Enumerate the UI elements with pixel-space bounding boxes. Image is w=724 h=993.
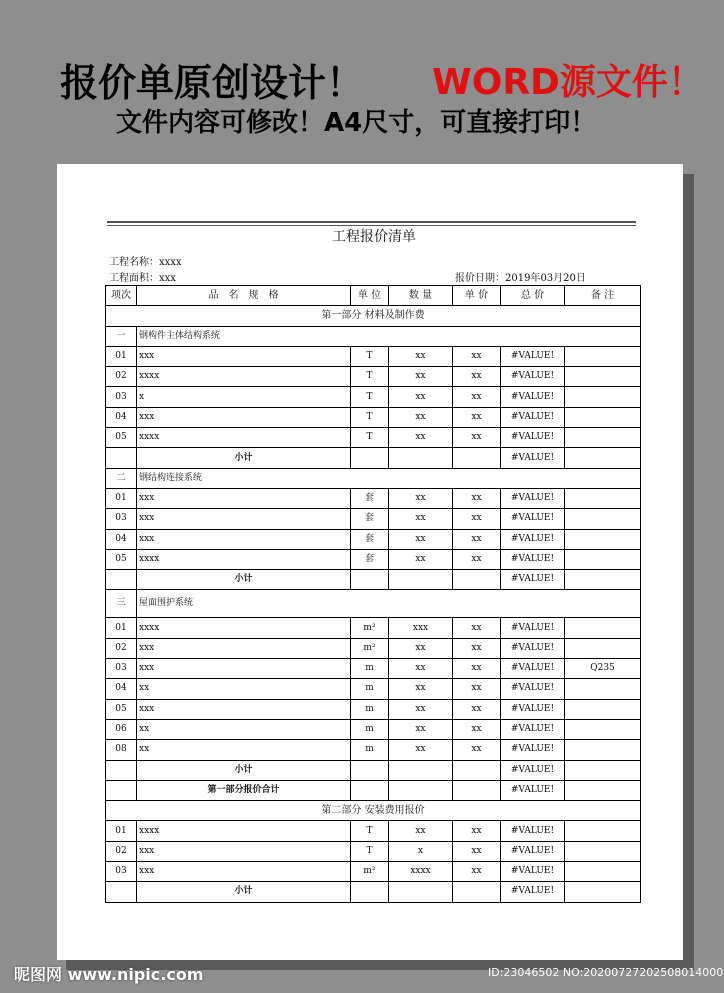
item-unit: m² bbox=[351, 618, 389, 638]
subtotal-row-label: 小计 bbox=[137, 882, 351, 902]
item-total-price: #VALUE! bbox=[501, 821, 565, 841]
part1-title: 第一部分 材料及制作费 bbox=[106, 306, 641, 326]
subtotal-row-value: #VALUE! bbox=[501, 570, 565, 590]
item-unit: 套 bbox=[351, 549, 389, 569]
group-number: 二 bbox=[106, 468, 137, 488]
part1-total-row-value: #VALUE! bbox=[501, 780, 565, 800]
item-no: 08 bbox=[106, 740, 137, 760]
empty-cell bbox=[106, 780, 137, 800]
item-no: 03 bbox=[106, 659, 137, 679]
subtotal-row bbox=[106, 882, 641, 902]
table-row bbox=[106, 821, 641, 841]
item-name: xxx bbox=[137, 407, 351, 427]
item-unit-price: xx bbox=[453, 862, 501, 882]
watermark-site: 昵图网 www.nipic.com bbox=[14, 965, 204, 984]
item-no: 05 bbox=[106, 428, 137, 448]
empty-cell bbox=[453, 448, 501, 468]
table-row bbox=[106, 387, 641, 407]
empty-cell bbox=[565, 448, 641, 468]
item-total-price: #VALUE! bbox=[501, 659, 565, 679]
promo-title: 报价单原创设计！ bbox=[60, 61, 365, 105]
item-unit-price: xx bbox=[453, 529, 501, 549]
item-unit-price: xx bbox=[453, 407, 501, 427]
item-no: 06 bbox=[106, 719, 137, 739]
subtotal-row-label: 小计 bbox=[137, 448, 351, 468]
item-name: xxx bbox=[137, 529, 351, 549]
empty-cell bbox=[389, 570, 453, 590]
item-name: xxx bbox=[137, 509, 351, 529]
part1-total-row-label: 第一部分报价合计 bbox=[137, 780, 351, 800]
item-unit-price: xx bbox=[453, 509, 501, 529]
part2-title: 第二部分 安装费用报价 bbox=[106, 801, 641, 821]
item-unit-price: xx bbox=[453, 618, 501, 638]
empty-cell bbox=[351, 882, 389, 902]
item-no: 04 bbox=[106, 407, 137, 427]
item-unit: m² bbox=[351, 862, 389, 882]
item-no: 01 bbox=[106, 821, 137, 841]
item-remark bbox=[565, 428, 641, 448]
group-header-row bbox=[106, 590, 641, 618]
empty-cell bbox=[565, 760, 641, 780]
item-remark bbox=[565, 367, 641, 387]
item-total-price: #VALUE! bbox=[501, 529, 565, 549]
item-quantity: x bbox=[389, 841, 453, 861]
table-row bbox=[106, 618, 641, 638]
promo-banner-line1 bbox=[60, 52, 720, 105]
item-unit-price: xx bbox=[453, 821, 501, 841]
item-unit: T bbox=[351, 367, 389, 387]
item-quantity: xx bbox=[389, 659, 453, 679]
item-name: xx bbox=[137, 679, 351, 699]
item-unit-price: xx bbox=[453, 346, 501, 366]
item-quantity: xx bbox=[389, 367, 453, 387]
item-unit: m bbox=[351, 719, 389, 739]
item-name: xxxx bbox=[137, 367, 351, 387]
table-row bbox=[106, 659, 641, 679]
table-row bbox=[106, 367, 641, 387]
item-remark bbox=[565, 488, 641, 508]
item-remark bbox=[565, 407, 641, 427]
item-unit: T bbox=[351, 428, 389, 448]
empty-cell bbox=[565, 570, 641, 590]
item-total-price: #VALUE! bbox=[501, 719, 565, 739]
empty-cell bbox=[453, 570, 501, 590]
item-unit: T bbox=[351, 841, 389, 861]
item-total-price: #VALUE! bbox=[501, 428, 565, 448]
table-header-row bbox=[106, 286, 641, 306]
item-quantity: xxx bbox=[389, 618, 453, 638]
empty-cell bbox=[106, 448, 137, 468]
item-unit: 套 bbox=[351, 509, 389, 529]
item-quantity: xxxx bbox=[389, 862, 453, 882]
document-page bbox=[57, 164, 683, 960]
table-row bbox=[106, 740, 641, 760]
header-remark: 备 注 bbox=[565, 286, 641, 306]
item-name: x bbox=[137, 387, 351, 407]
empty-cell bbox=[106, 882, 137, 902]
group-number: 三 bbox=[106, 590, 137, 618]
item-unit: T bbox=[351, 346, 389, 366]
item-remark bbox=[565, 679, 641, 699]
subtotal-row-value: #VALUE! bbox=[501, 882, 565, 902]
empty-cell bbox=[565, 882, 641, 902]
item-name: xxx bbox=[137, 841, 351, 861]
item-remark bbox=[565, 740, 641, 760]
table-row bbox=[106, 841, 641, 861]
item-total-price: #VALUE! bbox=[501, 740, 565, 760]
empty-cell bbox=[453, 780, 501, 800]
group-name: 屋面围护系统 bbox=[137, 590, 641, 618]
project-area: 工程面积：xxx bbox=[109, 273, 176, 284]
header-unit-price: 单 价 bbox=[453, 286, 501, 306]
item-quantity: xx bbox=[389, 428, 453, 448]
item-total-price: #VALUE! bbox=[501, 638, 565, 658]
empty-cell bbox=[389, 448, 453, 468]
item-unit: 套 bbox=[351, 529, 389, 549]
item-remark bbox=[565, 699, 641, 719]
group-name: 钢结构连接系统 bbox=[137, 468, 641, 488]
item-name: xxxx bbox=[137, 549, 351, 569]
document-title: 工程报价清单 bbox=[332, 229, 416, 245]
item-unit: m² bbox=[351, 638, 389, 658]
item-unit: m bbox=[351, 740, 389, 760]
item-total-price: #VALUE! bbox=[501, 862, 565, 882]
section-row bbox=[106, 306, 641, 326]
item-remark bbox=[565, 618, 641, 638]
item-remark bbox=[565, 387, 641, 407]
item-unit: m bbox=[351, 659, 389, 679]
item-quantity: xx bbox=[389, 529, 453, 549]
item-unit-price: xx bbox=[453, 679, 501, 699]
item-unit: m bbox=[351, 699, 389, 719]
item-no: 05 bbox=[106, 549, 137, 569]
item-quantity: xx bbox=[389, 407, 453, 427]
table-row bbox=[106, 862, 641, 882]
item-name: xxx bbox=[137, 638, 351, 658]
subtotal-row-label: 小计 bbox=[137, 570, 351, 590]
item-unit-price: xx bbox=[453, 367, 501, 387]
item-unit: T bbox=[351, 387, 389, 407]
item-total-price: #VALUE! bbox=[501, 549, 565, 569]
subtotal-row-label: 小计 bbox=[137, 760, 351, 780]
table-row bbox=[106, 509, 641, 529]
table-row bbox=[106, 638, 641, 658]
table-row bbox=[106, 346, 641, 366]
item-unit-price: xx bbox=[453, 428, 501, 448]
watermark-id: ID:23046502 NO:20200727202508014000 bbox=[488, 966, 724, 979]
header-item-no: 项次 bbox=[106, 286, 137, 306]
item-quantity: xx bbox=[389, 821, 453, 841]
item-unit-price: xx bbox=[453, 659, 501, 679]
item-total-price: #VALUE! bbox=[501, 509, 565, 529]
item-total-price: #VALUE! bbox=[501, 387, 565, 407]
promo-word-source: WORD源文件！ bbox=[432, 62, 704, 103]
table-row bbox=[106, 549, 641, 569]
empty-cell bbox=[351, 780, 389, 800]
quote-date: 报价日期：2019年03月20日 bbox=[455, 273, 586, 284]
empty-cell bbox=[106, 570, 137, 590]
group-header-row bbox=[106, 468, 641, 488]
item-remark: Q235 bbox=[565, 659, 641, 679]
item-no: 03 bbox=[106, 387, 137, 407]
item-no: 05 bbox=[106, 699, 137, 719]
header-quantity: 数 量 bbox=[389, 286, 453, 306]
item-total-price: #VALUE! bbox=[501, 407, 565, 427]
item-no: 04 bbox=[106, 679, 137, 699]
item-quantity: xx bbox=[389, 509, 453, 529]
item-name: xxxx bbox=[137, 428, 351, 448]
empty-cell bbox=[453, 760, 501, 780]
section-row bbox=[106, 801, 641, 821]
item-name: xxx bbox=[137, 659, 351, 679]
item-total-price: #VALUE! bbox=[501, 699, 565, 719]
item-no: 03 bbox=[106, 509, 137, 529]
subtotal-row bbox=[106, 570, 641, 590]
item-quantity: xx bbox=[389, 719, 453, 739]
item-no: 01 bbox=[106, 488, 137, 508]
item-unit-price: xx bbox=[453, 719, 501, 739]
item-quantity: xx bbox=[389, 740, 453, 760]
item-quantity: xx bbox=[389, 488, 453, 508]
item-no: 01 bbox=[106, 618, 137, 638]
item-unit: 套 bbox=[351, 488, 389, 508]
empty-cell bbox=[351, 760, 389, 780]
empty-cell bbox=[351, 570, 389, 590]
header-unit: 单 位 bbox=[351, 286, 389, 306]
item-no: 01 bbox=[106, 346, 137, 366]
empty-cell bbox=[106, 760, 137, 780]
item-unit: T bbox=[351, 821, 389, 841]
item-unit: T bbox=[351, 407, 389, 427]
empty-cell bbox=[389, 780, 453, 800]
subtotal-row bbox=[106, 760, 641, 780]
item-unit-price: xx bbox=[453, 699, 501, 719]
item-unit: m bbox=[351, 679, 389, 699]
item-name: xxx bbox=[137, 699, 351, 719]
item-total-price: #VALUE! bbox=[501, 679, 565, 699]
header-name-spec: 品 名 规 格 bbox=[137, 286, 351, 306]
quotation-table bbox=[105, 285, 641, 903]
empty-cell bbox=[389, 760, 453, 780]
part1-total-row bbox=[106, 780, 641, 800]
item-name: xxxx bbox=[137, 618, 351, 638]
item-unit-price: xx bbox=[453, 387, 501, 407]
item-unit-price: xx bbox=[453, 488, 501, 508]
item-remark bbox=[565, 841, 641, 861]
item-no: 02 bbox=[106, 367, 137, 387]
item-remark bbox=[565, 821, 641, 841]
item-quantity: xx bbox=[389, 638, 453, 658]
item-remark bbox=[565, 509, 641, 529]
table-row bbox=[106, 428, 641, 448]
empty-cell bbox=[453, 882, 501, 902]
table-row bbox=[106, 719, 641, 739]
item-total-price: #VALUE! bbox=[501, 618, 565, 638]
item-no: 02 bbox=[106, 638, 137, 658]
subtotal-row-value: #VALUE! bbox=[501, 448, 565, 468]
table-row bbox=[106, 679, 641, 699]
item-name: xxx bbox=[137, 488, 351, 508]
item-no: 03 bbox=[106, 862, 137, 882]
item-total-price: #VALUE! bbox=[501, 367, 565, 387]
item-unit-price: xx bbox=[453, 740, 501, 760]
item-remark bbox=[565, 719, 641, 739]
group-name: 钢构件主体结构系统 bbox=[137, 326, 641, 346]
item-no: 04 bbox=[106, 529, 137, 549]
item-quantity: xx bbox=[389, 679, 453, 699]
item-name: xx bbox=[137, 740, 351, 760]
item-unit-price: xx bbox=[453, 638, 501, 658]
header-total-price: 总 价 bbox=[501, 286, 565, 306]
project-name: 工程名称：xxxx bbox=[109, 257, 182, 268]
item-remark bbox=[565, 549, 641, 569]
item-total-price: #VALUE! bbox=[501, 488, 565, 508]
table-row bbox=[106, 699, 641, 719]
item-name: xxx bbox=[137, 862, 351, 882]
item-quantity: xx bbox=[389, 699, 453, 719]
empty-cell bbox=[351, 448, 389, 468]
item-total-price: #VALUE! bbox=[501, 841, 565, 861]
item-unit-price: xx bbox=[453, 841, 501, 861]
promo-banner-line2: 文件内容可修改！A4尺寸，可直接打印！ bbox=[116, 108, 597, 138]
empty-cell bbox=[389, 882, 453, 902]
table-row bbox=[106, 407, 641, 427]
empty-cell bbox=[565, 780, 641, 800]
item-quantity: xx bbox=[389, 387, 453, 407]
group-number: 一 bbox=[106, 326, 137, 346]
item-unit-price: xx bbox=[453, 549, 501, 569]
subtotal-row bbox=[106, 448, 641, 468]
item-quantity: xx bbox=[389, 549, 453, 569]
item-remark bbox=[565, 638, 641, 658]
table-row bbox=[106, 488, 641, 508]
item-total-price: #VALUE! bbox=[501, 346, 565, 366]
item-remark bbox=[565, 346, 641, 366]
title-rule-top bbox=[107, 221, 636, 223]
item-name: xxx bbox=[137, 346, 351, 366]
item-name: xxxx bbox=[137, 821, 351, 841]
item-remark bbox=[565, 529, 641, 549]
group-header-row bbox=[106, 326, 641, 346]
item-remark bbox=[565, 862, 641, 882]
subtotal-row-value: #VALUE! bbox=[501, 760, 565, 780]
item-no: 02 bbox=[106, 841, 137, 861]
table-row bbox=[106, 529, 641, 549]
item-name: xx bbox=[137, 719, 351, 739]
item-quantity: xx bbox=[389, 346, 453, 366]
